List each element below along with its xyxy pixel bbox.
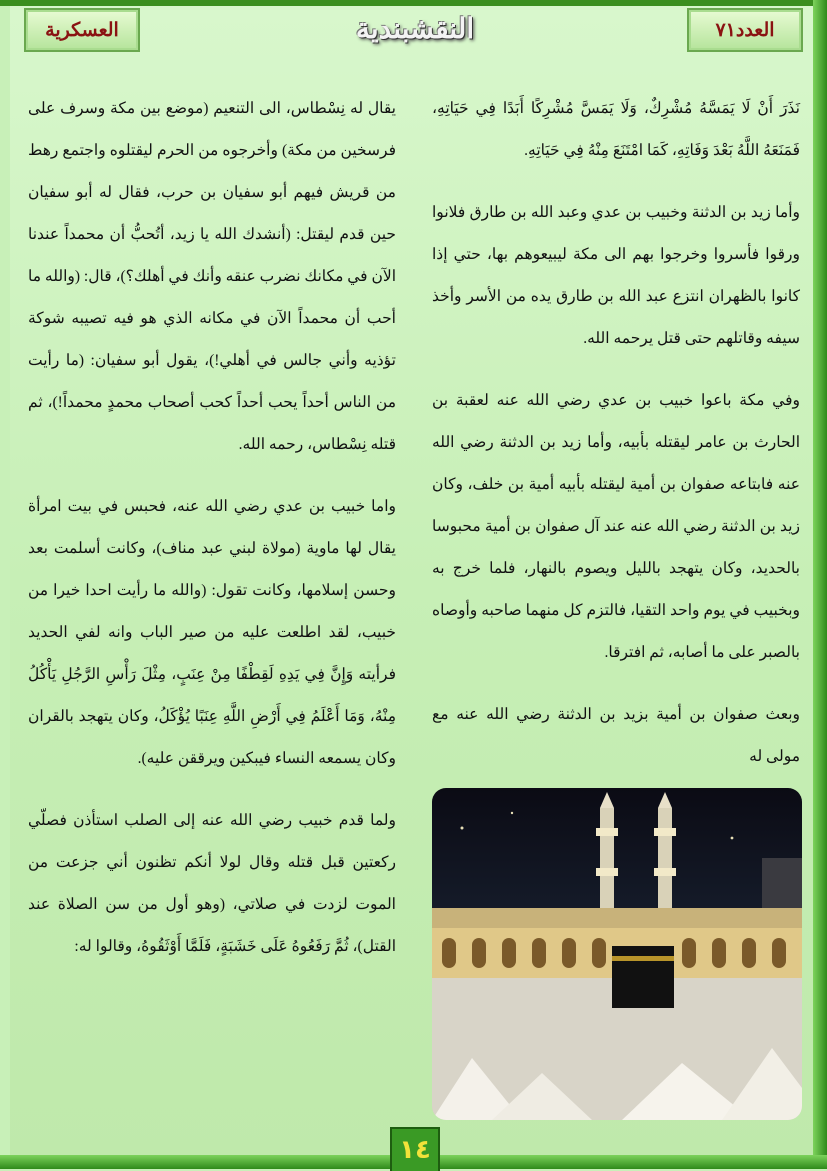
left-text-column (28, 88, 396, 988)
paragraph: وأما زيد بن الدثنة وخبيب بن عدي وعبد الله بن طارق فلانوا ورقوا فأسروا وخرجوا بهم الى مكة ليبيعوهم بها، حتي إذا كانوا بالظهران انتزع عبد الله بن طارق يده من الأسر وأخذ سيفه وقاتلهم حتى قتل يرحمه الله. (432, 204, 800, 347)
paragraph: واما خبيب بن عدي رضي الله عنه، فحبس في بيت امرأة يقال لها ماوية (مولاة لبني عبد مناف)، وكانت أسلمت بعد وحسن إسلامها، وكانت تقول: (والله ما رأيت احدا خيرا من خبيب، لقد اطلعت عليه من صير الباب وانه لفي الحديد فرأيته وَإِنَّ فِي يَدِهِ لَقِطْفًا مِنْ عِنَبٍ، مِثْلَ رَأْسِ الرَّجُلِ يَأْكُلُ مِنْهُ، وَمَا أَعْلَمُ فِي أَرْضِ اللَّهِ عِنَبًا يُؤْكَلُ، وكان يتهجد بالقران وكان يسمعه النساء فيبكين ويرققن عليه). (28, 498, 396, 767)
paragraph: وبعث صفوان بن أمية بزيد بن الدثنة رضي الله عنه مع مولى له (432, 706, 800, 765)
page-number: ١٤ (390, 1127, 440, 1171)
paragraph: ولما قدم خبيب رضي الله عنه إلى الصلب استأذن فصلّي ركعتين قبل قتله وقال لولا أنكم تظنون أني جزعت من الموت لزدت في صلاتي، (وهو أول من سن الصلاة عند القتل)، ثُمَّ رَفَعُوهُ عَلَى خَشَبَةٍ، فَلَمَّا أَوْثَقُوهُ، وقالوا له: (28, 812, 396, 955)
magazine-title: النقشبندية (355, 12, 475, 45)
paragraph: يقال له نِسْطاس، الى التنعيم (موضع بين مكة وسرف على فرسخين من مكة) وأخرجوه من الحرم ليقتلوه واجتمع رهط من قريش فيهم أبو سفيان بن حرب، فقال له أبو سفيان حين قدم ليقتل: (أنشدك الله يا زيد، أتُحبُّ أن محمداً عندنا الآن في مكانك نضرب عنقه وأنك في أهلك؟)، قال: (والله ما أحب أن محمداً الآن في مكانه الذي هو فيه تصيبه شوكة تؤذيه وأني جالس في أهلي!)، يقول أبو سفيان: (ما رأيت من الناس أحداً يحب أحداً كحب أصحاب محمدٍ محمداً!)، ثم قتله نِسْطاس، رحمه الله. (28, 100, 396, 453)
paragraph: وفي مكة باعوا خبيب بن عدي رضي الله عنه لعقبة بن الحارث بن عامر ليقتله بأبيه، وأما زيد بن الدثنة رضي الله عنه فابتاعه صفوان بن أمية ليقتله بأبيه أمية بن خلف، وكان زيد بن الدثنة رضي الله عنه عند آل صفوان بن أمية محبوسا بالحديد، وكان يتهجد بالليل ويصوم بالنهار، فلما خرج به وبخبيب في يوم واحد التقيا، فالتزم كل منهما صاحبه وأوصاه بالصبر على ما أصابه، ثم افترقا. (432, 392, 800, 661)
frame-right-border (813, 0, 827, 1169)
kaaba-mosque-photo (432, 788, 802, 1120)
section-tab: العسكرية (24, 8, 140, 52)
right-text-column (432, 88, 800, 798)
paragraph: نَذَرَ أَنْ لَا يَمَسَّهُ مُشْرِكٌ، وَلَا يَمَسَّ مُشْرِكًا أَبَدًا فِي حَيَاتِهِ، فَمَنَعَهُ اللَّهُ بَعْدَ وَفَاتِهِ، كَمَا امْتَنَعَ مِنْهُ فِي حَيَاتِهِ. (432, 100, 800, 159)
issue-number-tab: العدد٧١ (687, 8, 803, 52)
frame-top-border (0, 0, 827, 6)
kaaba-mosque-illustration (432, 788, 802, 1120)
